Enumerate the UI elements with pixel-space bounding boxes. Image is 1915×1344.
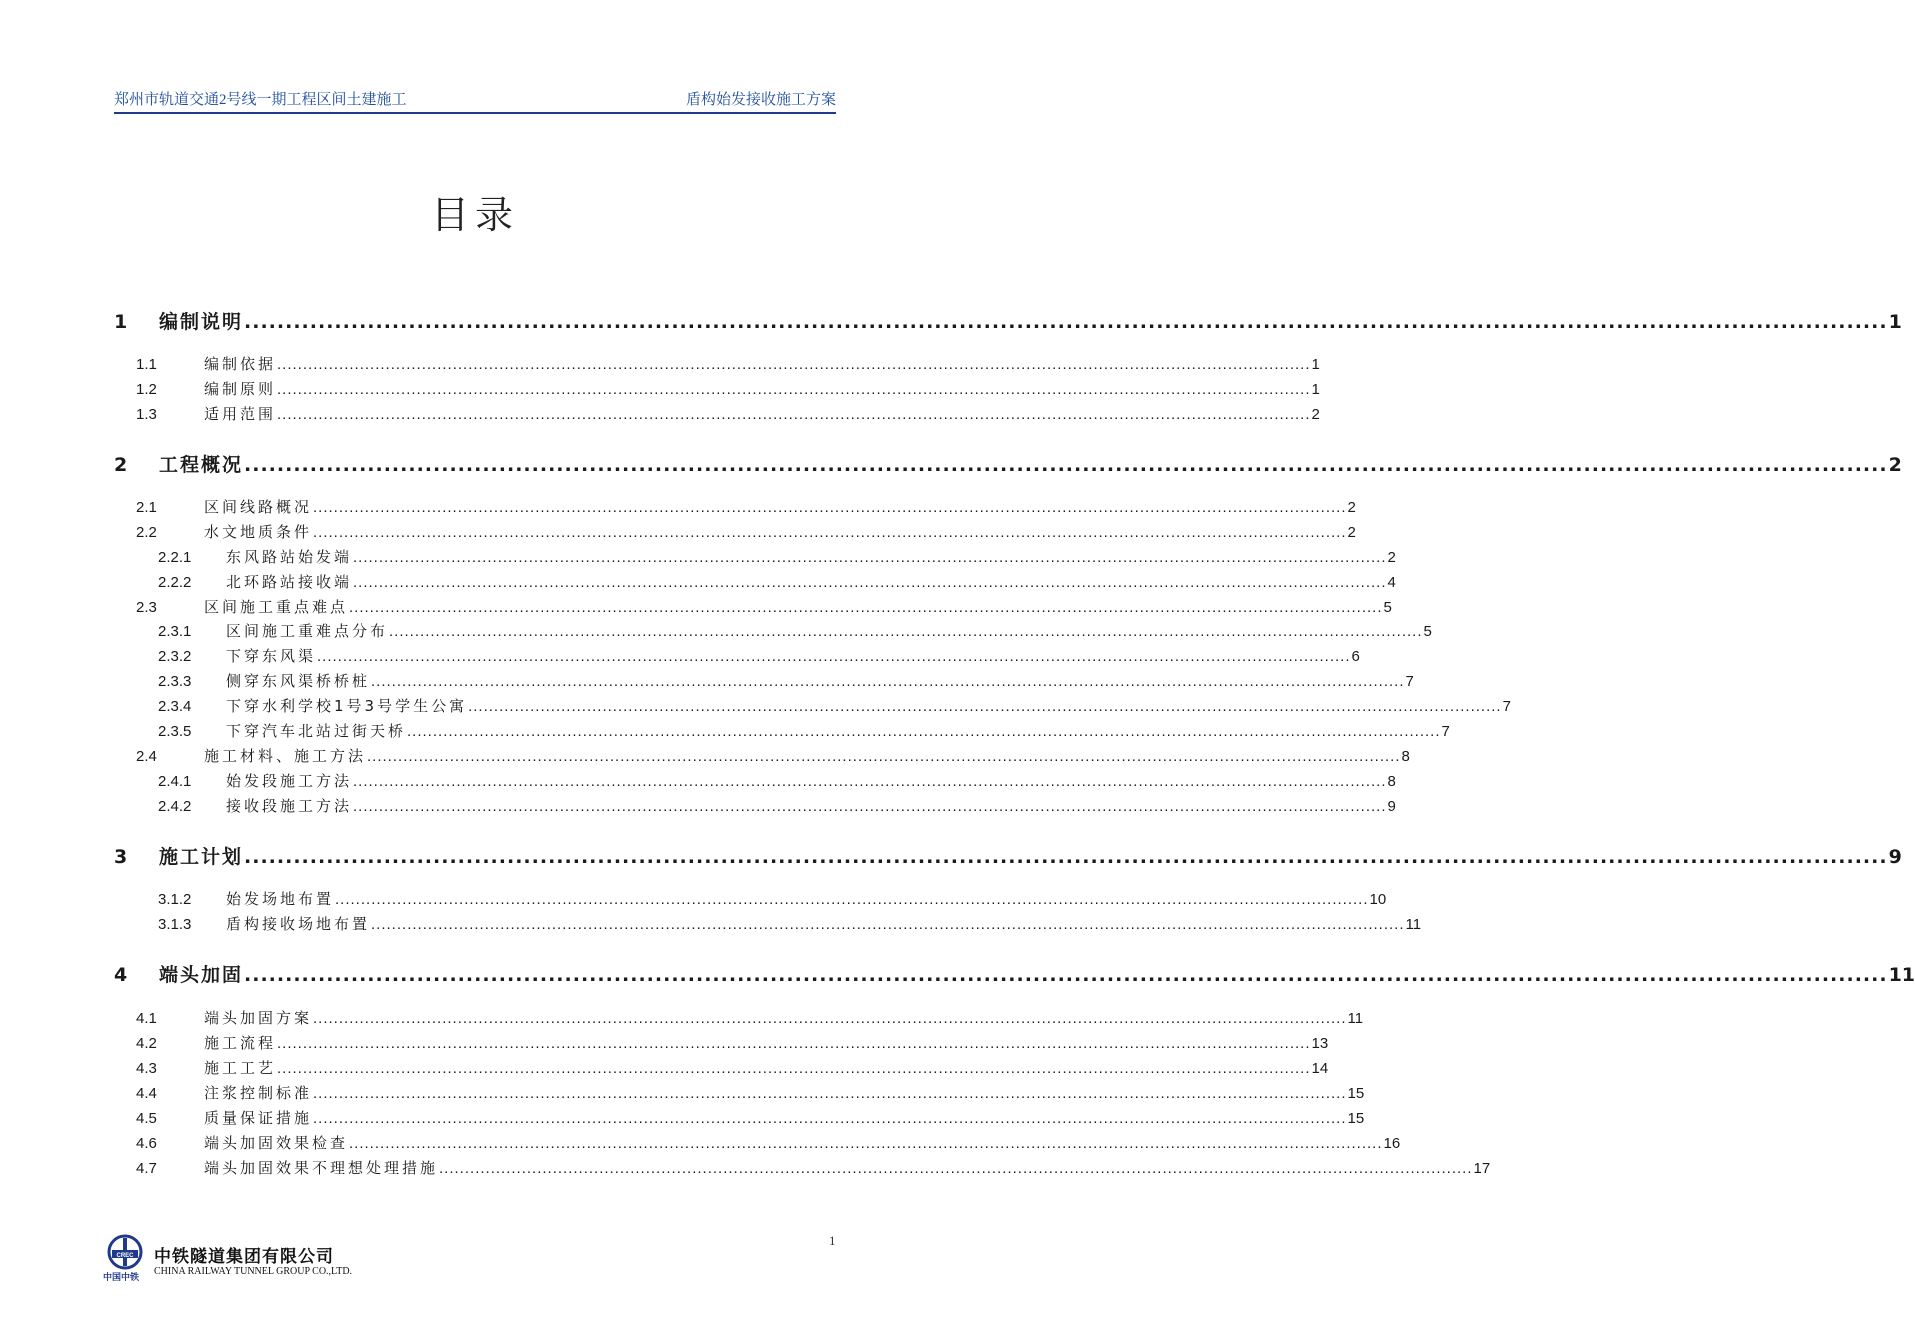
toc-entry-number: 1 — [114, 311, 128, 333]
toc-entry-level3[interactable] — [158, 720, 1450, 741]
toc-entry-number: 1.1 — [136, 356, 157, 373]
toc-entry-page: 8 — [1387, 773, 1396, 790]
toc-entry-level2[interactable] — [136, 596, 1392, 617]
company-name-en: CHINA RAILWAY TUNNEL GROUP CO.,LTD. — [154, 1266, 353, 1277]
toc-entry-label: 接收段施工方法 — [226, 797, 353, 815]
toc-entry-number: 2 — [114, 454, 128, 476]
toc-dot-leader: ........................................................................................................................................................................................................ — [353, 798, 1387, 815]
toc-entry-label: 施工工艺 — [204, 1059, 277, 1077]
toc-entry-number: 4.2 — [136, 1035, 157, 1052]
toc-entry-number: 3 — [114, 846, 128, 868]
toc-entry-label: 水文地质条件 — [204, 523, 313, 541]
toc-entry-level3[interactable] — [158, 770, 1396, 791]
toc-entry-level1[interactable] — [114, 842, 1902, 869]
toc-entry-level2[interactable] — [136, 521, 1356, 542]
toc-dot-leader: ........................................................................................................................................................................................................ — [317, 648, 1351, 665]
toc-entry-page: 1 — [1888, 311, 1902, 333]
toc-entry-page: 9 — [1387, 798, 1396, 815]
toc-entry-number: 2.2.1 — [158, 549, 192, 566]
toc-entry-label: 工程概况 — [159, 454, 244, 476]
toc-entry-number: 2.1 — [136, 499, 157, 516]
toc-entry-label: 始发场地布置 — [226, 890, 335, 908]
toc-dot-leader: ........................................................................................................................................................................................................ — [353, 773, 1387, 790]
toc-dot-leader: ........................................................................................................................................................................................................ — [277, 1035, 1311, 1052]
toc-entry-level3[interactable] — [158, 670, 1414, 691]
toc-dot-leader: ........................................................................................................................................................................................................ — [313, 499, 1347, 516]
toc-entry-label: 北环路站接收端 — [226, 573, 353, 591]
toc-dot-leader: ........................................................................................................................................................................................................ — [371, 673, 1405, 690]
toc-entry-page: 11 — [1888, 964, 1915, 986]
toc-entry-number: 2.4.2 — [158, 798, 192, 815]
toc-entry-label: 施工材料、施工方法 — [204, 747, 367, 765]
toc-entry-level2[interactable] — [136, 1082, 1365, 1103]
toc-entry-label: 区间线路概况 — [204, 498, 313, 516]
toc-entry-label: 端头加固方案 — [204, 1009, 313, 1027]
toc-entry-label: 下穿东风渠 — [226, 647, 317, 665]
toc-dot-leader: ........................................................................................................................................................................................................ — [277, 381, 1311, 398]
toc-entry-page: 10 — [1369, 891, 1387, 908]
toc-entry-level2[interactable] — [136, 1007, 1364, 1028]
company-name-cn: 中铁隧道集团有限公司 — [154, 1247, 334, 1267]
toc-dot-leader: ........................................................................................................................................................................................................ — [277, 356, 1311, 373]
toc-entry-number: 3.1.3 — [158, 916, 192, 933]
toc-entry-level3[interactable] — [158, 888, 1387, 909]
toc-entry-number: 2.4.1 — [158, 773, 192, 790]
header-document-title: 盾构始发接收施工方案 — [685, 92, 836, 108]
toc-entry-level2[interactable] — [136, 496, 1356, 517]
toc-title: 目录 — [430, 193, 519, 237]
toc-dot-leader: ........................................................................................................................................................................................................ — [313, 524, 1347, 541]
toc-entry-number: 2.3.3 — [158, 673, 192, 690]
toc-entry-level3[interactable] — [158, 546, 1396, 567]
toc-entry-level1[interactable] — [114, 450, 1902, 477]
toc-entry-number: 4.5 — [136, 1110, 157, 1127]
toc-entry-label: 区间施工重点难点 — [204, 598, 349, 616]
toc-dot-leader: ........................................................................................................................................................................................................ — [335, 891, 1369, 908]
toc-entry-page: 15 — [1347, 1085, 1365, 1102]
toc-entry-level3[interactable] — [158, 795, 1396, 816]
toc-entry-label: 东风路站始发端 — [226, 548, 353, 566]
toc-entry-level3[interactable] — [158, 695, 1511, 716]
toc-dot-leader: ........................................................................................................................................................................................................ — [349, 599, 1383, 616]
logo-mark-text: CREC — [116, 1253, 134, 1259]
toc-entry-level1[interactable] — [114, 307, 1902, 334]
toc-entry-level2[interactable] — [136, 745, 1410, 766]
toc-entry-page: 9 — [1888, 846, 1902, 868]
toc-entry-label: 盾构接收场地布置 — [226, 915, 371, 933]
toc-entry-label: 编制依据 — [204, 355, 277, 373]
toc-entry-number: 2.3.5 — [158, 723, 192, 740]
toc-dot-leader: ........................................................................................................................................................................................................ — [244, 454, 1888, 476]
toc-entry-level2[interactable] — [136, 1132, 1401, 1153]
toc-dot-leader: ........................................................................................................................................................................................................ — [277, 1060, 1311, 1077]
toc-entry-page: 2 — [1347, 524, 1356, 541]
toc-entry-number: 2.2 — [136, 524, 157, 541]
toc-entry-number: 2.2.2 — [158, 574, 192, 591]
toc-entry-number: 4.3 — [136, 1060, 157, 1077]
toc-entry-page: 5 — [1423, 623, 1432, 640]
toc-dot-leader: ........................................................................................................................................................................................................ — [349, 1135, 1383, 1152]
toc-dot-leader: ........................................................................................................................................................................................................ — [244, 311, 1888, 333]
toc-entry-number: 2.3.4 — [158, 698, 192, 715]
toc-entry-label: 编制说明 — [159, 311, 244, 333]
toc-dot-leader: ........................................................................................................................................................................................................ — [371, 916, 1405, 933]
toc-entry-number: 2.3 — [136, 599, 157, 616]
toc-entry-level2[interactable] — [136, 1057, 1329, 1078]
toc-entry-page: 11 — [1347, 1010, 1364, 1027]
toc-dot-leader: ........................................................................................................................................................................................................ — [468, 698, 1502, 715]
toc-entry-page: 11 — [1405, 916, 1422, 933]
toc-entry-level2[interactable] — [136, 1032, 1329, 1053]
page-number: 1 — [829, 1233, 836, 1248]
toc-entry-number: 4.4 — [136, 1085, 157, 1102]
toc-entry-level3[interactable] — [158, 620, 1432, 641]
toc-entry-page: 8 — [1401, 748, 1410, 765]
toc-entry-page: 1 — [1311, 356, 1320, 373]
header-project-title: 郑州市轨道交通2号线一期工程区间土建施工 — [114, 92, 407, 108]
toc-entry-page: 13 — [1311, 1035, 1329, 1052]
toc-entry-label: 端头加固 — [159, 964, 244, 986]
toc-entry-label: 注浆控制标准 — [204, 1084, 313, 1102]
toc-entry-page: 17 — [1473, 1160, 1491, 1177]
toc-entry-page: 5 — [1383, 599, 1392, 616]
toc-entry-level3[interactable] — [158, 645, 1360, 666]
toc-entry-label: 端头加固效果检查 — [204, 1134, 349, 1152]
toc-entry-number: 3.1.2 — [158, 891, 192, 908]
toc-entry-page: 15 — [1347, 1110, 1365, 1127]
toc-entry-page: 2 — [1387, 549, 1396, 566]
toc-dot-leader: ........................................................................................................................................................................................................ — [244, 846, 1888, 868]
toc-entry-label: 下穿水利学校1号3号学生公寓 — [226, 697, 468, 715]
toc-entry-level3[interactable] — [158, 571, 1396, 592]
toc-entry-page: 2 — [1347, 499, 1356, 516]
toc-entry-number: 2.3.1 — [158, 623, 192, 640]
logo-subtitle: 中国中铁 — [103, 1273, 140, 1283]
toc-entry-label: 侧穿东风渠桥桥桩 — [226, 672, 371, 690]
toc-entry-level3[interactable] — [158, 913, 1422, 934]
toc-entry-page: 6 — [1351, 648, 1360, 665]
toc-entry-label: 下穿汽车北站过街天桥 — [226, 722, 407, 740]
toc-entry-label: 质量保证措施 — [204, 1109, 313, 1127]
toc-entry-page: 7 — [1441, 723, 1450, 740]
toc-entry-label: 施工计划 — [159, 846, 244, 868]
toc-entry-number: 4.1 — [136, 1010, 157, 1027]
toc-entry-page: 7 — [1405, 673, 1414, 690]
toc-entry-label: 区间施工重难点分布 — [226, 622, 389, 640]
toc-entry-label: 端头加固效果不理想处理措施 — [204, 1159, 439, 1177]
toc-entry-page: 2 — [1888, 454, 1902, 476]
toc-entry-level2[interactable] — [136, 1157, 1491, 1178]
toc-dot-leader: ........................................................................................................................................................................................................ — [353, 574, 1387, 591]
toc-dot-leader: ........................................................................................................................................................................................................ — [389, 623, 1423, 640]
toc-dot-leader: ........................................................................................................................................................................................................ — [353, 549, 1387, 566]
toc-entry-page: 16 — [1383, 1135, 1401, 1152]
toc-entry-level1[interactable] — [114, 960, 1915, 987]
toc-entry-level2[interactable] — [136, 403, 1320, 424]
toc-entry-level2[interactable] — [136, 1107, 1365, 1128]
toc-entry-number: 2.3.2 — [158, 648, 192, 665]
toc-dot-leader: ........................................................................................................................................................................................................ — [407, 723, 1441, 740]
toc-dot-leader: ........................................................................................................................................................................................................ — [313, 1110, 1347, 1127]
toc-dot-leader: ........................................................................................................................................................................................................ — [244, 964, 1888, 986]
toc-entry-number: 1.2 — [136, 381, 157, 398]
toc-dot-leader: ........................................................................................................................................................................................................ — [313, 1010, 1347, 1027]
toc-entry-label: 始发段施工方法 — [226, 772, 353, 790]
toc-entry-page: 7 — [1502, 698, 1511, 715]
toc-entry-level2[interactable] — [136, 353, 1320, 374]
toc-entry-label: 施工流程 — [204, 1034, 277, 1052]
toc-dot-leader: ........................................................................................................................................................................................................ — [367, 748, 1401, 765]
toc-entry-number: 2.4 — [136, 748, 157, 765]
toc-entry-page: 14 — [1311, 1060, 1329, 1077]
toc-entry-page: 2 — [1311, 406, 1320, 423]
toc-entry-page: 4 — [1387, 574, 1396, 591]
toc-dot-leader: ........................................................................................................................................................................................................ — [277, 406, 1311, 423]
toc-entry-label: 适用范围 — [204, 405, 277, 423]
page-header — [114, 90, 836, 114]
toc-dot-leader: ........................................................................................................................................................................................................ — [439, 1160, 1473, 1177]
toc-entry-number: 4 — [114, 964, 128, 986]
toc-entry-number: 4.6 — [136, 1135, 157, 1152]
toc-entry-number: 4.7 — [136, 1160, 157, 1177]
toc-entry-number: 1.3 — [136, 406, 157, 423]
toc-entry-label: 编制原则 — [204, 380, 277, 398]
toc-entry-page: 1 — [1311, 381, 1320, 398]
toc-entry-level2[interactable] — [136, 378, 1320, 399]
toc-dot-leader: ........................................................................................................................................................................................................ — [313, 1085, 1347, 1102]
